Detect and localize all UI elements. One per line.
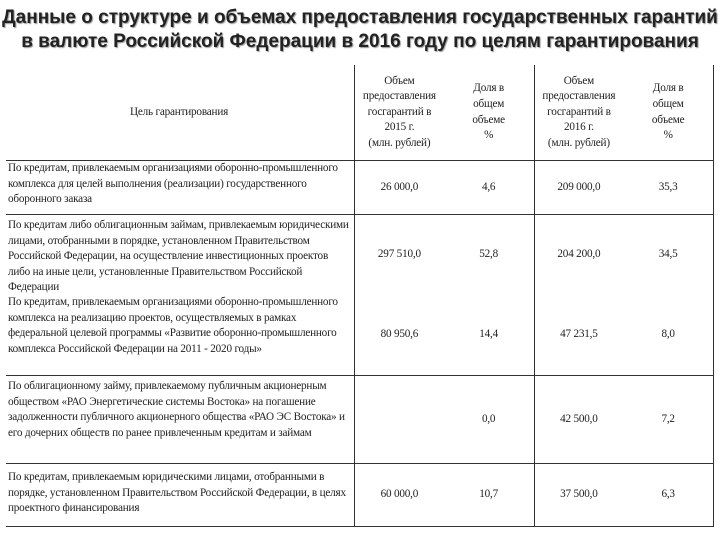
row-share-2016: 6,3	[623, 464, 714, 526]
row-share-2016: 8,0	[623, 295, 714, 375]
row-goal: По облигационному займу, привлекаемому публичным акционерным обществом «РАО Энергетические системы Востока» на погашение задолженности публичного акционерного общества «РАО ЭС Востока» и его дочерних обществ по ранее привлеченным кредитам и займам	[6, 376, 355, 463]
row-volume-2015: 26 000,0	[380, 180, 419, 193]
row-volume-2015	[355, 376, 444, 463]
table-row	[6, 161, 714, 215]
row-goal: По кредитам, привлекаемым организациями оборонно-промышленного комплекса для целей выполнения (реализации) государственного оборонного заказа	[6, 161, 355, 214]
row-volume-2015: 60 000,0	[380, 488, 419, 501]
row-volume-2016: 204 200,0	[557, 248, 601, 261]
row-share-2015: 4,6	[444, 161, 535, 214]
header-volume-2016: Объем предоставления госгарантий в 2016 г. (млн. рублей)	[542, 74, 616, 149]
header-volume-2015: Объем предоставления госгарантий в 2015 г. (млн. рублей)	[362, 74, 436, 149]
row-share-2015: 52,8	[444, 215, 535, 295]
row-share-2016: 34,5	[623, 215, 714, 295]
row-goal: По кредитам, привлекаемым юридическими лицами, отобранными в порядке, установленном Правительством Российской Федерации, в целях проектного финансирования	[6, 464, 355, 526]
header-share-2015: Доля в общем объеме %	[444, 65, 535, 160]
header-share-2016: Доля в общем объеме %	[623, 65, 714, 160]
row-volume-2016: 209 000,0	[557, 180, 601, 193]
guarantees-table	[6, 65, 714, 527]
row-volume-2015: 80 950,6	[380, 328, 419, 341]
row-share-2016: 35,3	[623, 161, 714, 214]
table-row	[6, 215, 714, 295]
page-title: Данные о структуре и объемах предоставления государственных гарантий в валюте Российской Федерации в 2016 году по целям гарантирования	[2, 7, 718, 52]
table-row	[6, 464, 714, 527]
row-share-2015: 0,0	[444, 376, 535, 463]
table-header-row	[6, 65, 714, 161]
header-goal: Цель гарантирования	[6, 65, 355, 160]
row-goal: По кредитам либо облигационным займам, привлекаемым юридическими лицами, отобранными в порядке, установленном Правительством Российской Федерации, на осуществление инвестиционных проектов либо на иные цели, установленные Правительством Российской Федерации	[6, 215, 355, 295]
row-share-2015: 14,4	[444, 295, 535, 375]
row-volume-2015: 297 510,0	[377, 248, 421, 261]
row-share-2016: 7,2	[623, 376, 714, 463]
row-goal: По кредитам, привлекаемым организациями оборонно-промышленного комплекса на реализацию проектов, осуществляемых в рамках федеральной целевой программы «Развитие оборонно-промышленного комплекса Российской Федерации на 2011 - 2020 годы»	[6, 295, 355, 375]
row-volume-2016: 37 500,0	[560, 488, 598, 501]
row-share-2015: 10,7	[444, 464, 535, 526]
table-row	[6, 376, 714, 464]
row-volume-2016: 47 231,5	[560, 328, 598, 341]
row-volume-2016: 42 500,0	[560, 412, 598, 425]
table-row	[6, 295, 714, 376]
